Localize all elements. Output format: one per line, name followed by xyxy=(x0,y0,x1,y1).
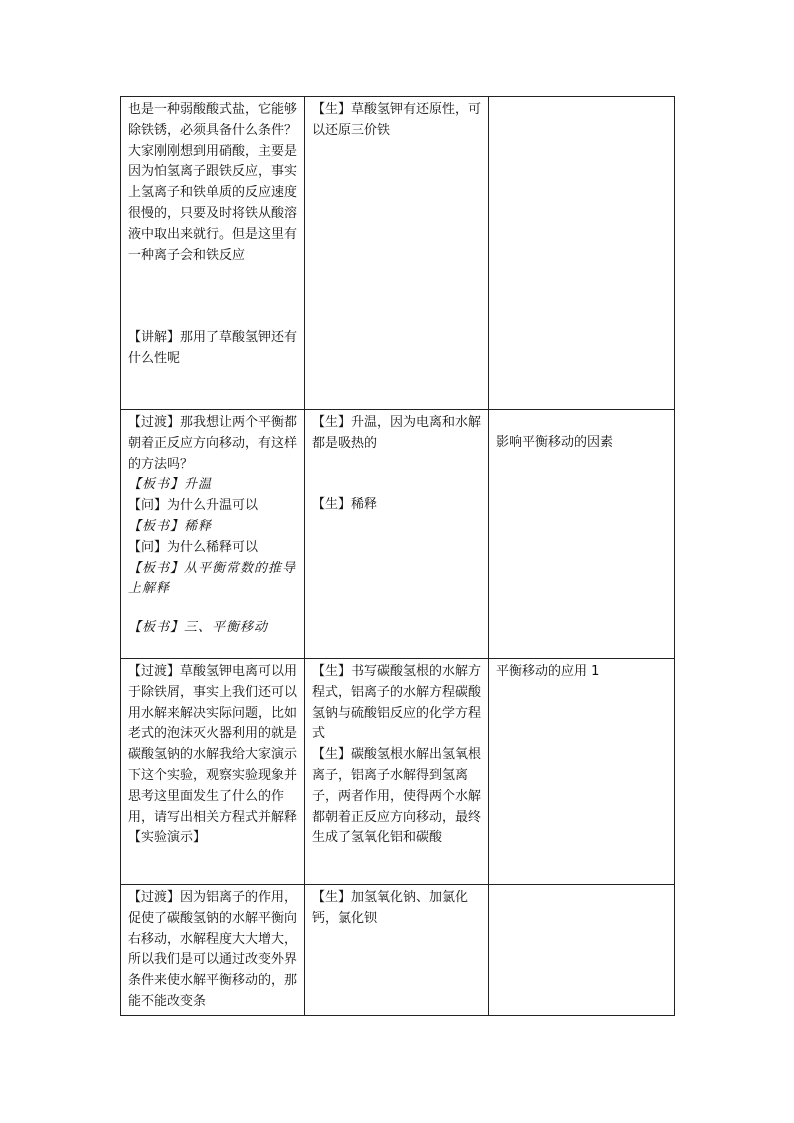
table-row xyxy=(121,97,675,410)
paragraph: 【问】为什么稀释可以 xyxy=(128,539,259,555)
teacher-activity-cell xyxy=(121,885,305,1016)
paragraph: 【过渡】草酸氢钾电离可以用于除铁屑，事实上我们还可以用水解来解决实际问题，比如老式的泡沫灭火器利用的就是碳酸氢钠的水解我给大家演示下这个实验，观察实验现象并思考这里面发生了什么的作用，请写出相关方程式并解释 xyxy=(128,664,298,825)
teacher-activity-cell xyxy=(121,659,305,885)
paragraph: 【板书】三、平衡移动 xyxy=(128,620,269,636)
lesson-plan-table xyxy=(120,96,675,1016)
paragraph: 【问】为什么升温可以 xyxy=(128,498,259,514)
paragraph: 【生】加氢氧化钠、加氯化钙，氯化钡 xyxy=(312,890,469,926)
paragraph: 【生】书写碳酸氢根的水解方程式，铝离子的水解方程碳酸氢钠与硫酸铝反应的化学方程式 xyxy=(312,664,482,742)
paragraph: 【生】草酸氢钾有还原性，可以还原三价铁 xyxy=(312,102,482,138)
teacher-activity-cell xyxy=(121,410,305,659)
paragraph: 【生】升温，因为电离和水解都是吸热的 xyxy=(312,415,482,451)
paragraph: 影响平衡移动的因素 xyxy=(496,435,614,450)
paragraph: 大家刚刚想到用硝酸，主要是因为怕氢离子跟铁反应，事实上氢离子和铁单质的反应速度很慢的，只要及时将铁从酸溶液中取出来就行。但是这里有一种离子会和铁反应 xyxy=(128,143,298,263)
paragraph: 【板书】稀释 xyxy=(128,518,213,534)
student-activity-cell xyxy=(305,410,489,659)
paragraph: 【生】碳酸氢根水解出氢氧根离子，铝离子水解得到氢离子，两者作用，使得两个水解都朝着正反应方向移动，最终生成了氢氧化铝和碳酸 xyxy=(312,747,482,846)
paragraph: 【板书】从平衡常数的推导上解释 xyxy=(128,560,297,597)
student-activity-cell xyxy=(305,885,489,1016)
paragraph: 也是一种弱酸酸式盐，它能够除铁锈，必须具备什么条件？ xyxy=(128,102,298,138)
paragraph: 【板书】升温 xyxy=(128,477,213,493)
student-activity-cell xyxy=(305,97,489,410)
design-intent-cell xyxy=(489,659,675,885)
paragraph: 【生】稀释 xyxy=(312,496,378,512)
table-row xyxy=(121,659,675,885)
table-row xyxy=(121,885,675,1016)
design-intent-cell xyxy=(489,97,675,410)
paragraph: 【实验演示】 xyxy=(128,830,207,846)
paragraph: 【讲解】那用了草酸氢钾还有什么性呢 xyxy=(128,330,298,367)
teacher-activity-cell xyxy=(121,97,305,410)
paragraph: 【过渡】因为铝离子的作用，促使了碳酸氢钠的水解平衡向右移动，水解程度大大增大，所以我们是可以通过改变外界条件来使水解平衡移动的，那能不能改变条 xyxy=(128,890,298,1009)
paragraph: 平衡移动的应用 1 xyxy=(496,664,600,679)
student-activity-cell xyxy=(305,659,489,885)
design-intent-cell xyxy=(489,885,675,1016)
paragraph: 【过渡】那我想让两个平衡都朝着正反应方向移动，有这样的方法吗？ xyxy=(128,415,298,472)
table-row xyxy=(121,410,675,659)
design-intent-cell xyxy=(489,410,675,659)
